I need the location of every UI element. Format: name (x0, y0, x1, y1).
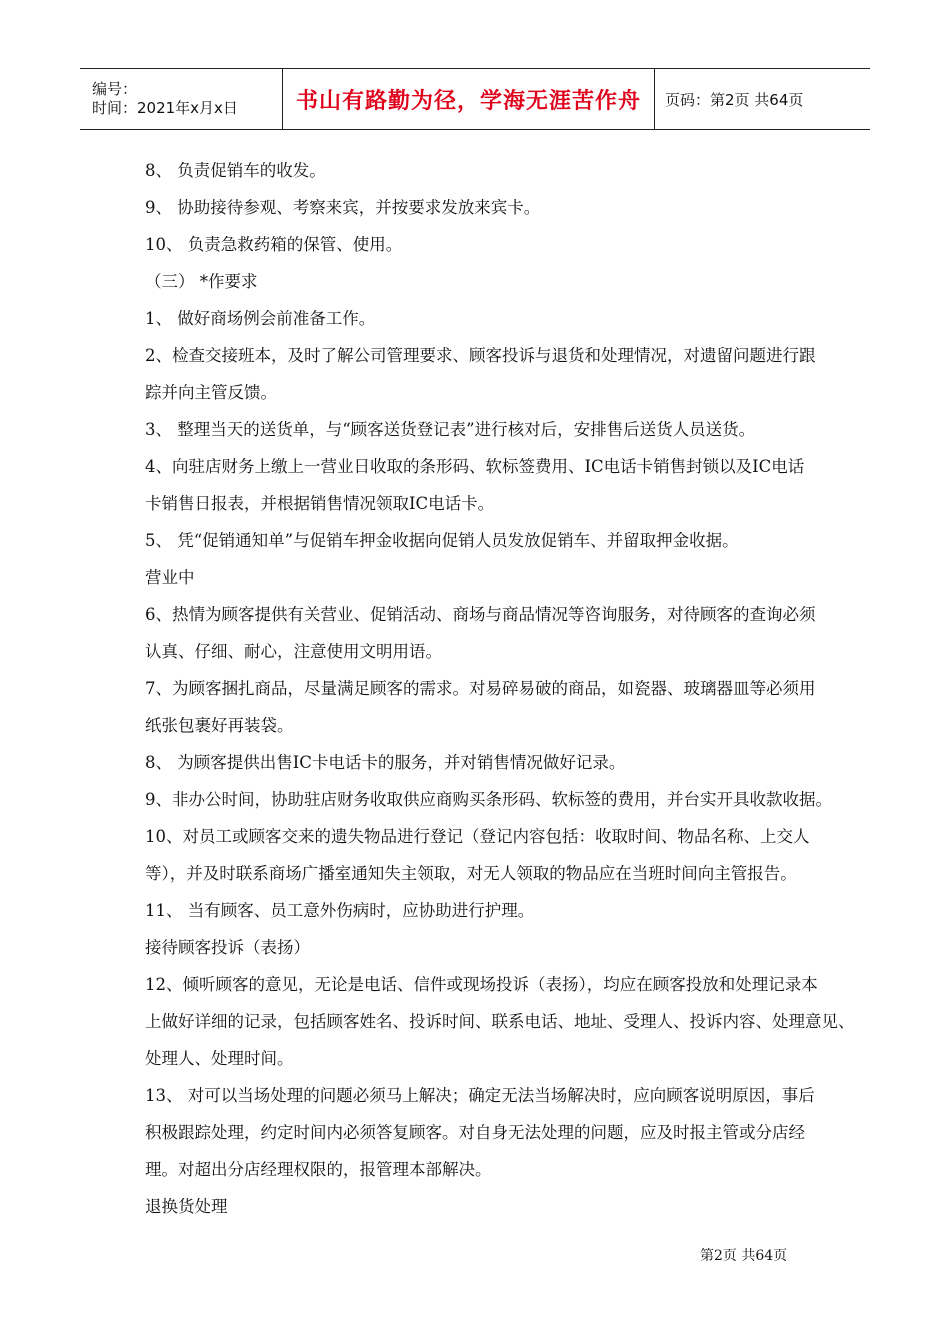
body-line: 12、倾听顾客的意见，无论是电话、信件或现场投诉（表扬），均应在顾客投放和处理记录本 (145, 975, 818, 994)
section-heading: 接待顾客投诉（表扬） (145, 938, 310, 957)
page-header (80, 68, 870, 130)
body-line: 卡销售日报表，并根据销售情况领取IC电话卡。 (145, 494, 495, 513)
header-motto: 书山有路勤为径，学海无涯苦作舟 (295, 88, 641, 114)
body-line: 13、 对可以当场处理的问题必须马上解决；确定无法当场解决时，应向顾客说明原因，事后 (145, 1086, 815, 1105)
body-line: 5、 凭“促销通知单”与促销车押金收据向促销人员发放促销车、并留取押金收据。 (145, 531, 739, 550)
body-line: 上做好详细的记录，包括顾客姓名、投诉时间、联系电话、地址、受理人、投诉内容、处理意见、 (145, 1012, 855, 1031)
body-line: 处理人、处理时间。 (145, 1049, 294, 1068)
body-line: 11、 当有顾客、员工意外伤病时，应协助进行护理。 (145, 901, 535, 920)
body-line: 6、热情为顾客提供有关营业、促销活动、商场与商品情况等咨询服务，对待顾客的查询必须 (145, 605, 816, 624)
header-motto-cell (282, 69, 655, 129)
section-heading: 退换货处理 (145, 1197, 228, 1216)
body-line: 9、 协助接待参观、考察来宾，并按要求发放来宾卡。 (145, 198, 541, 217)
body-line: 4、向驻店财务上缴上一营业日收取的条形码、软标签费用、IC电话卡销售封锁以及IC电话 (145, 457, 805, 476)
body-line: 理。对超出分店经理权限的，报管理本部解决。 (145, 1160, 492, 1179)
time-label: 时间：2021年x月x日 (92, 99, 238, 117)
body-line: 踪并向主管反馈。 (145, 383, 277, 402)
page-footer (700, 1245, 787, 1265)
body-line: 等），并及时联系商场广播室通知失主领取，对无人领取的物品应在当班时间向主管报告。 (145, 864, 797, 883)
section-heading: （三） *作要求 (145, 272, 258, 291)
body-line: 10、 负责急救药箱的保管、使用。 (145, 235, 403, 254)
body-line: 10、对员工或顾客交来的遗失物品进行登记（登记内容包括：收取时间、物品名称、上交人 (145, 827, 810, 846)
section-heading: 营业中 (145, 568, 195, 587)
body-line: 9、非办公时间，协助驻店财务收取供应商购买条形码、软标签的费用，并台实开具收款收据。 (145, 790, 832, 809)
body-line: 1、 做好商场例会前准备工作。 (145, 309, 376, 328)
footer-page-number: 第2页 共64页 (700, 1248, 788, 1264)
document-body (145, 152, 855, 1225)
header-meta (80, 69, 282, 129)
body-line: 3、 整理当天的送货单，与“顾客送货登记表”进行核对后，安排售后送货人员送货。 (145, 420, 756, 439)
body-line: 2、检查交接班本，及时了解公司管理要求、顾客投诉与退货和处理情况，对遗留问题进行跟 (145, 346, 816, 365)
body-line: 8、 负责促销车的收发。 (145, 161, 326, 180)
body-line: 纸张包裹好再装袋。 (145, 716, 294, 735)
body-line: 认真、仔细、耐心，注意使用文明用语。 (145, 642, 442, 661)
body-line: 积极跟踪处理，约定时间内必须答复顾客。对自身无法处理的问题，应及时报主管或分店经 (145, 1123, 805, 1142)
header-page-cell (655, 69, 870, 129)
header-page-number: 页码：第2页 共64页 (665, 90, 804, 109)
body-line: 7、为顾客捆扎商品，尽量满足顾客的需求。对易碎易破的商品，如瓷器、玻璃器皿等必须用 (145, 679, 816, 698)
body-line: 8、 为顾客提供出售IC卡电话卡的服务，并对销售情况做好记录。 (145, 753, 626, 772)
serial-label: 编号： (92, 80, 138, 98)
